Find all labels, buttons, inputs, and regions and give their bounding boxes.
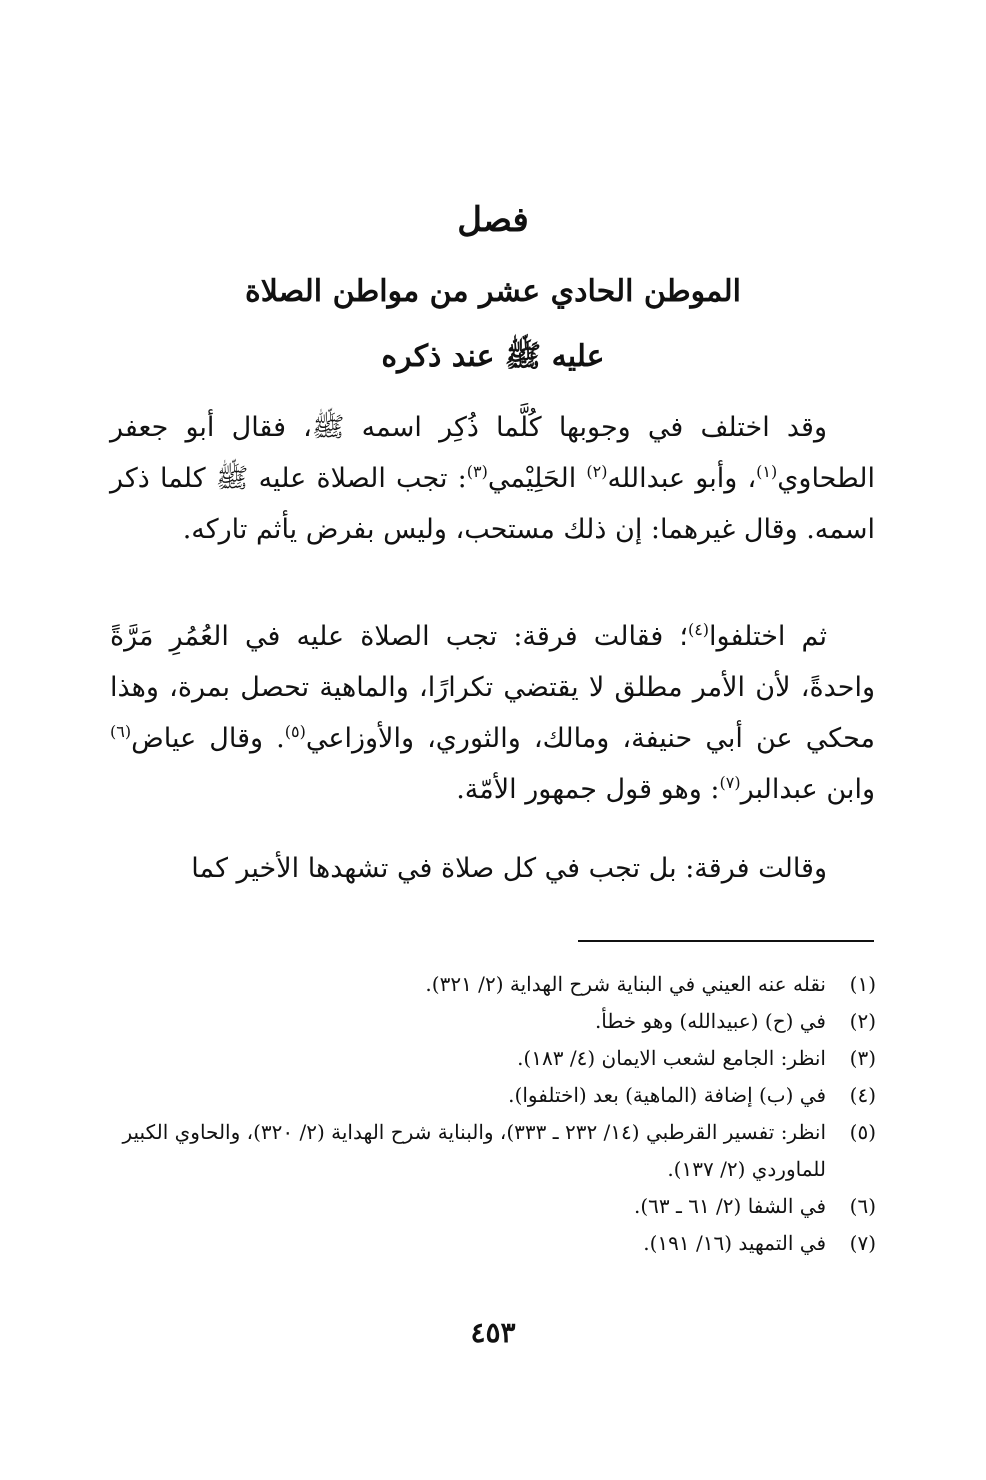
footnote-ref[interactable]: (١) bbox=[756, 462, 778, 481]
paragraph-text: : وهو قول جمهور الأمّة. bbox=[456, 774, 720, 805]
footnote-text: في التمهيد (١٦/ ١٩١). bbox=[643, 1231, 826, 1255]
footnote-ref[interactable]: (٥) bbox=[284, 722, 306, 741]
paragraph-text: : تجب الصلاة عليه ﷺ كلما ذكر اسمه. وقال غيرهما: إن ذلك مستحب، وليس بفرض يأثم تاركه. bbox=[110, 463, 875, 545]
footnote-text: في (ح) (عبيدالله) وهو خطأ. bbox=[594, 1009, 826, 1033]
footnote-ref[interactable]: (٦) bbox=[110, 722, 132, 741]
paragraph-text: ثم اختلفوا bbox=[709, 621, 828, 652]
paragraph-text: . وقال عياض bbox=[131, 723, 285, 754]
footnote-divider bbox=[578, 940, 874, 942]
footnote-number: (٢) bbox=[849, 1009, 876, 1033]
footnote-ref[interactable]: (٧) bbox=[719, 773, 741, 792]
paragraph-text: ، وأبو عبدالله bbox=[607, 463, 757, 494]
section-title: فصل bbox=[457, 200, 529, 240]
footnote-item bbox=[108, 1114, 876, 1188]
paragraph-1 bbox=[110, 402, 875, 555]
footnote-text: في الشفا (٢/ ٦١ ـ ٦٣). bbox=[633, 1194, 826, 1218]
page-number: ٤٥٣ bbox=[470, 1316, 516, 1349]
footnote-ref[interactable]: (٣) bbox=[466, 462, 488, 481]
footnote-item bbox=[108, 966, 876, 1003]
paragraph-2 bbox=[110, 611, 875, 815]
footnote-number: (٧) bbox=[849, 1231, 876, 1255]
footnote-item bbox=[108, 1225, 876, 1262]
footnote-item bbox=[108, 1040, 876, 1077]
paragraph-text: ؛ فقالت فرقة: تجب الصلاة عليه في العُمُرِ مَرَّةً واحدةً، لأن الأمر مطلق لا يقتضي تكرارًا، والماهية تحصل بمرة، وهذا محكي عن أبي حنيفة، ومالك، والثوري، والأوزاعي bbox=[110, 621, 875, 754]
footnote-number: (٦) bbox=[849, 1194, 876, 1218]
footnotes-list bbox=[108, 966, 876, 1262]
footnote-text: في (ب) إضافة (الماهية) بعد (اختلفوا). bbox=[508, 1083, 826, 1107]
section-subtitle-line-2: عليه ﷺ عند ذكره bbox=[381, 339, 605, 374]
paragraph-text: وابن عبدالبر bbox=[740, 774, 875, 805]
paragraph-3 bbox=[110, 843, 875, 894]
footnote-number: (٣) bbox=[849, 1046, 876, 1070]
footnote-number: (٥) bbox=[849, 1120, 876, 1144]
paragraph-text: الحَلِيْمي bbox=[487, 463, 587, 494]
footnote-item bbox=[108, 1188, 876, 1225]
paragraph-text: وقالت فرقة: بل تجب في كل صلاة في تشهدها الأخير كما bbox=[191, 853, 827, 884]
footnote-item bbox=[108, 1077, 876, 1114]
footnote-item bbox=[108, 1003, 876, 1040]
section-subtitle-line-1: الموطن الحادي عشر من مواطن الصلاة bbox=[245, 274, 741, 309]
footnote-text: نقله عنه العيني في البناية شرح الهداية (٢/ ٣٢١). bbox=[425, 972, 826, 996]
footnote-ref[interactable]: (٢) bbox=[586, 462, 608, 481]
footnote-text: انظر: تفسير القرطبي (١٤/ ٢٣٢ ـ ٣٣٣)، والبناية شرح الهداية (٢/ ٣٢٠)، والحاوي الكبير للماوردي (٢/ ١٣٧). bbox=[122, 1120, 826, 1181]
paragraph-text: وقد اختلف في وجوبها كُلَّما ذُكِر اسمه ﷺ، فقال أبو جعفر الطحاوي bbox=[110, 412, 875, 494]
footnote-number: (٤) bbox=[849, 1083, 876, 1107]
footnote-text: انظر: الجامع لشعب الايمان (٤/ ١٨٣). bbox=[517, 1046, 826, 1070]
footnote-number: (١) bbox=[849, 972, 876, 996]
footnote-ref[interactable]: (٤) bbox=[687, 620, 710, 639]
